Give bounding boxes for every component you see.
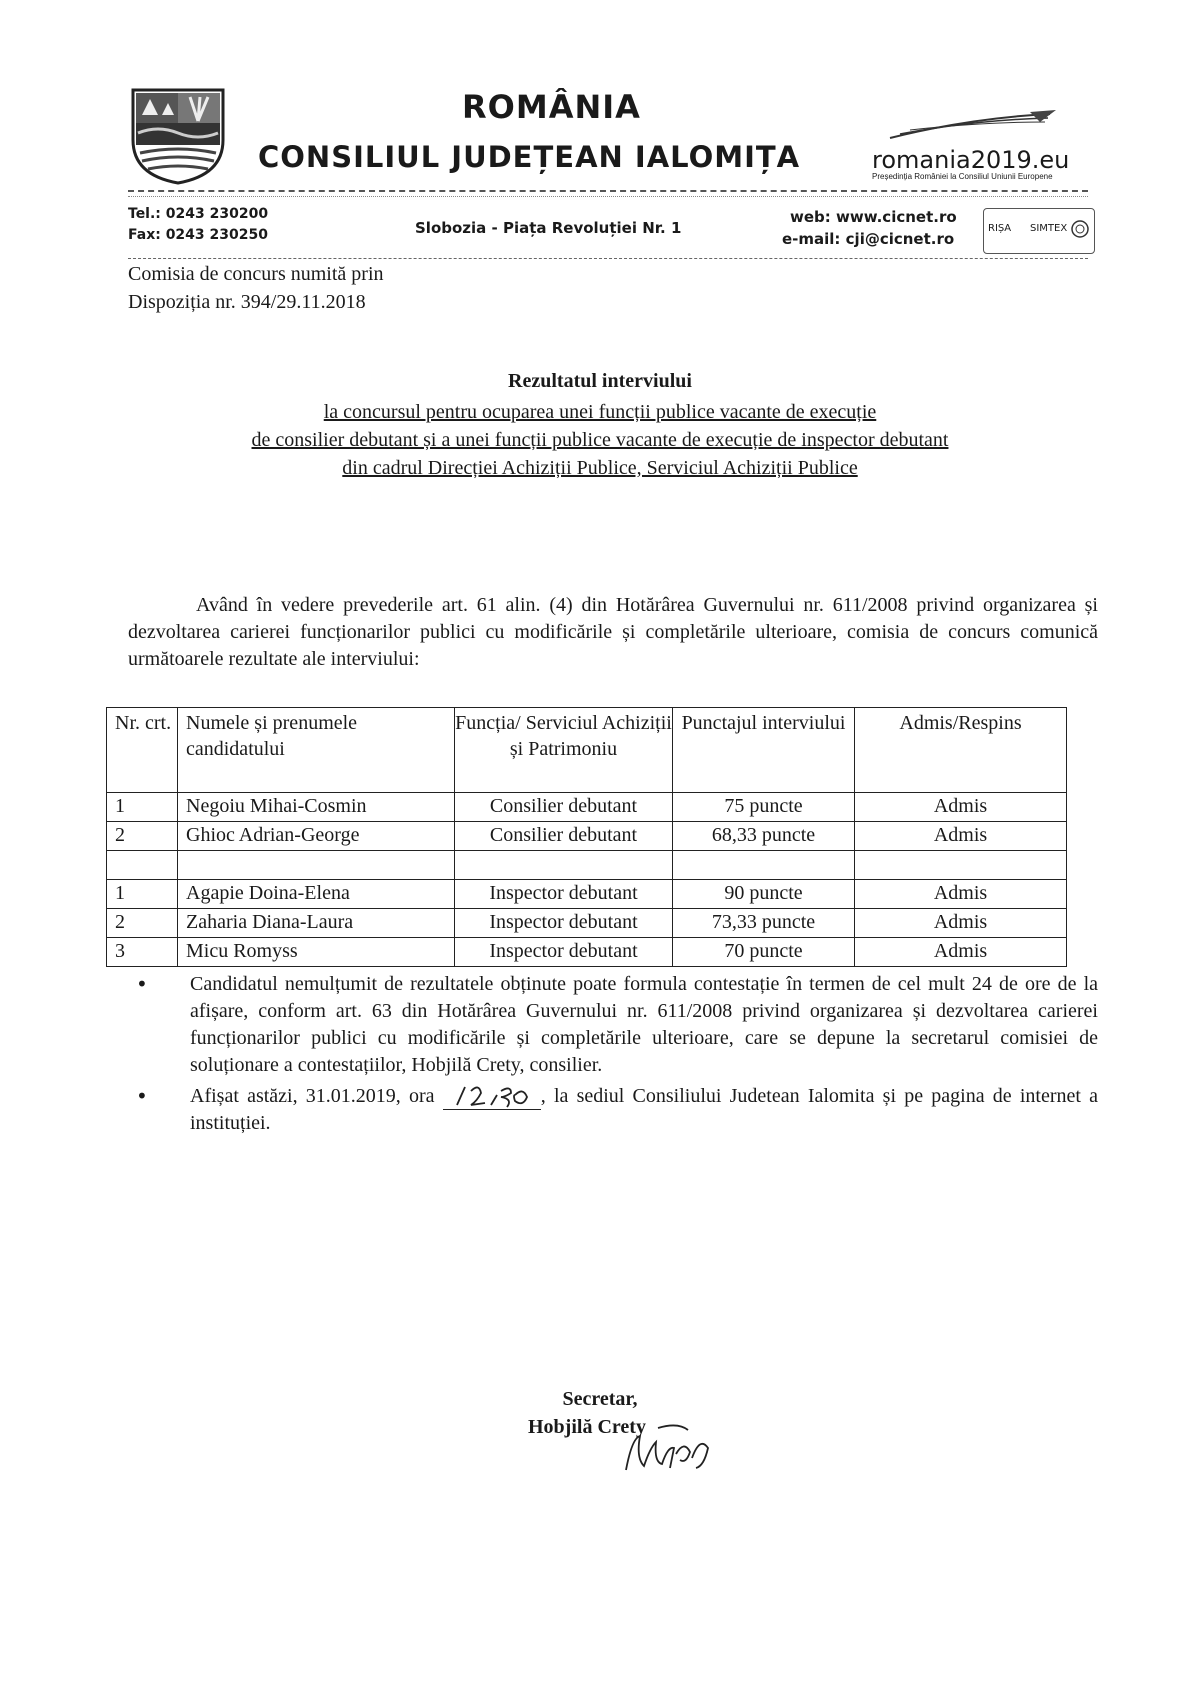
phone-number: Tel.: 0243 230200 [128,206,269,222]
header-divider [128,190,1088,192]
certification-badge [983,208,1095,254]
fax-number: Fax: 0243 230250 [128,227,268,243]
signature-name: Hobjilă Crety [528,1416,646,1438]
cell-nr: 2 [107,909,178,938]
intro-paragraph [128,592,1098,673]
cell-result: Admis [855,793,1067,822]
cell-result: Admis [855,909,1067,938]
header-bottom-divider [128,258,1088,259]
romania2019-logo-swoosh [880,108,1060,146]
table-row [107,938,1067,967]
commission-line-1: Comisia de concurs numită prin [128,263,384,285]
header-divider-secondary [128,196,1088,197]
subtitle-line-3: din cadrul Direcției Achiziții Publice, Serviciul Achiziții Publice [342,457,858,479]
table-row [107,822,1067,851]
bullet-icon: • [136,972,148,996]
notes-list [128,971,1098,1137]
cell-name: Micu Romyss [178,938,455,967]
cell-name: Agapie Doina-Elena [178,880,455,909]
cell-score: 75 puncte [673,793,855,822]
certification-seal-icon [1070,219,1090,239]
note-posted-before: Afișat astăzi, 31.01.2019, ora [190,1085,435,1107]
cell-function: Inspector debutant [455,909,673,938]
cell-score: 90 puncte [673,880,855,909]
romania2019-logo-subtitle: Președinția României la Consiliul Uniunii Europene [872,172,1053,181]
handwritten-time-scribble [451,1081,531,1111]
certification-left-label: RIȘA [988,223,1012,234]
header-score: Punctajul interviului [673,708,855,793]
cell-score [673,851,855,880]
note-contest-text: Candidatul nemulțumit de rezultatele obținute poate formula contestație în termen de cel mult 24 de ore de la afișare, conform art. 63 din Hotărârea Guvernului nr. 611/2008 privind organizarea și dezvoltarea carierei funcționarilor publici cu modificările și completările ulterioare, care se depune la secretarul comisiei de soluționare a contestațiilor, Hobjilă Crety, consilier. [190,973,1098,1076]
cell-function: Inspector debutant [455,880,673,909]
cell-result: Admis [855,938,1067,967]
cell-function: Consilier debutant [455,822,673,851]
romania2019-logo-text: romania2019.eu [872,146,1070,174]
county-coat-of-arms [128,85,228,185]
cell-nr: 1 [107,880,178,909]
cell-nr: 3 [107,938,178,967]
subtitle-line-1: la concursul pentru ocuparea unei funcții publice vacante de execuție [323,401,877,423]
cell-name: Ghioc Adrian-George [178,822,455,851]
commission-line-2: Dispoziția nr. 394/29.11.2018 [128,291,366,313]
cell-result [855,851,1067,880]
note-posted [128,1083,1098,1137]
table-row [107,793,1067,822]
table-row-empty [107,851,1067,880]
document-title: Rezultatul interviului [508,370,692,392]
header-function: Funcția/ Serviciul Achiziții și Patrimoniu [455,708,673,793]
country-title: ROMÂNIA [462,88,641,126]
cell-score: 70 puncte [673,938,855,967]
cell-function [455,851,673,880]
intro-paragraph-text: Având în vedere prevederile art. 61 alin. (4) din Hotărârea Guvernului nr. 611/2008 privind organizarea și dezvoltarea carierei funcționarilor publici cu modificările și completările ulterioare, comisia de concurs comunică următoarele rezultate ale interviului: [128,594,1098,670]
cell-score: 68,33 puncte [673,822,855,851]
signature-title: Secretar, [562,1388,638,1410]
header-nr: Nr. crt. [107,708,178,793]
note-posted-after: , la sediul Consiliului Judetean Ialomita și pe pagina de internet a instituției. [190,1085,1099,1134]
cell-function: Inspector debutant [455,938,673,967]
subtitle-line-2: de consilier debutant și a unei funcții publice vacante de execuție de inspector debutant [251,429,949,451]
website-link[interactable]: web: www.cicnet.ro [790,208,957,226]
table-row [107,909,1067,938]
header-result: Admis/Respins [855,708,1067,793]
cell-result: Admis [855,880,1067,909]
document-subtitle [0,398,1200,482]
handwritten-time [443,1087,541,1110]
results-table [106,707,1067,967]
cell-result: Admis [855,822,1067,851]
cell-score: 73,33 puncte [673,909,855,938]
certification-right-label: SIMTEX [1030,223,1068,234]
note-contest [128,971,1098,1079]
email-link[interactable]: e-mail: cji@cicnet.ro [782,230,955,248]
council-title: CONSILIUL JUDEȚEAN IALOMIȚA [258,140,801,174]
postal-address: Slobozia - Piața Revoluției Nr. 1 [415,219,682,237]
cell-nr [107,851,178,880]
handwritten-signature [618,1418,718,1478]
bullet-icon: • [136,1084,148,1108]
header-name: Numele și prenumele candidatului [178,708,455,793]
cell-name: Negoiu Mihai-Cosmin [178,793,455,822]
table-header-row [107,708,1067,793]
cell-function: Consilier debutant [455,793,673,822]
cell-nr: 1 [107,793,178,822]
cell-name: Zaharia Diana-Laura [178,909,455,938]
cell-name [178,851,455,880]
cell-nr: 2 [107,822,178,851]
commission-reference [128,260,384,316]
table-row [107,880,1067,909]
